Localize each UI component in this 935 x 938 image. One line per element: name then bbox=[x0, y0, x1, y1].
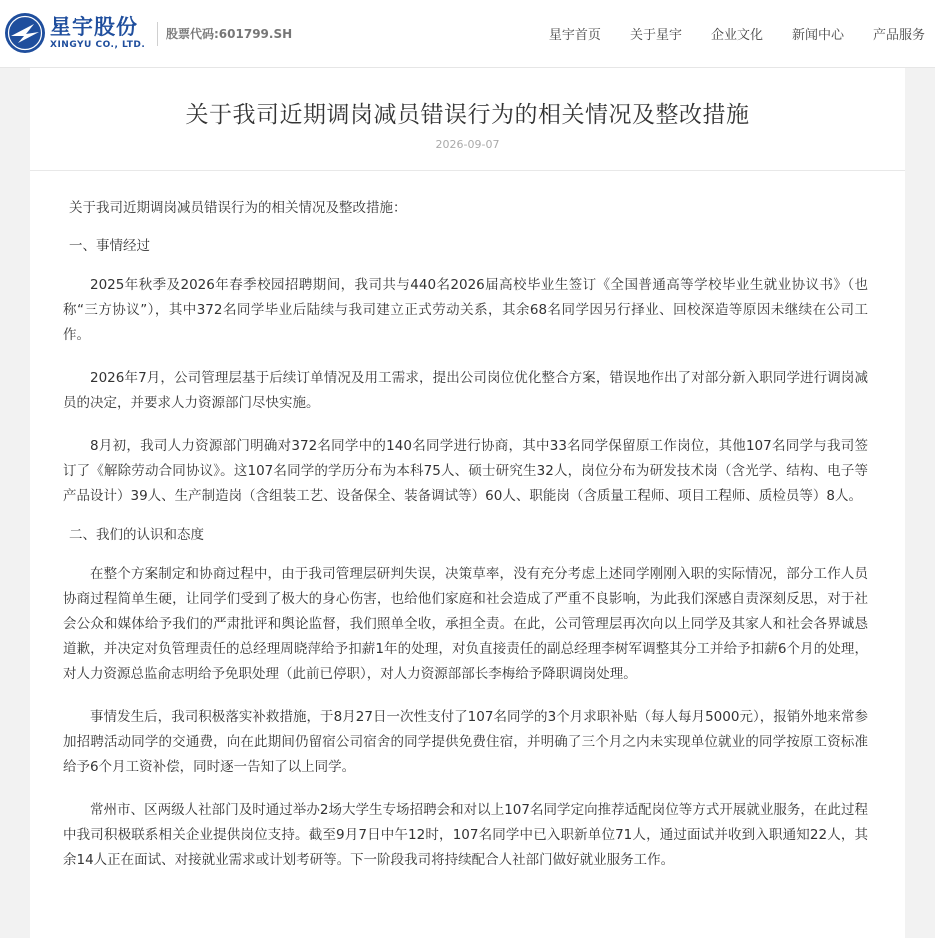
logo-text bbox=[50, 15, 145, 51]
article-body bbox=[63, 196, 868, 891]
main-nav bbox=[549, 24, 925, 43]
paragraph-4: 在整个方案制定和协商过程中，由于我司管理层研判失误，决策草率，没有充分考虑上述同学刚刚入职的实际情况，部分工作人员协商过程简单生硬，让同学们受到了极大的身心伤害，也给他们家庭和社会造成了严重不良影响，为此我们深感自责深刻反思，对于社会公众和媒体给予我们的严肃批评和舆论监督，我们照单全收，承担全责。在此，公司管理层再次向以上同学及其家人和社会各界诚恳道歉，并决定对负管理责任的总经理周晓萍给予扣薪1年的处理，对负直接责任的副总经理李树军调整其分工并给予扣薪6个月的处理，对人力资源总监俞志明给予免职处理（此前已停职），对人力资源部部长李梅给予降职调岗处理。 bbox=[63, 566, 868, 682]
article-title: 关于我司近期调岗减员错误行为的相关情况及整改措施 bbox=[185, 102, 750, 128]
nav-culture[interactable]: 企业文化 bbox=[710, 28, 763, 43]
stock-code: 股票代码:601799.SH bbox=[166, 27, 293, 41]
article-date: 2026-09-07 bbox=[435, 138, 500, 151]
nav-about[interactable]: 关于星宇 bbox=[629, 28, 682, 43]
logo-english-name: XINGYU CO., LTD. bbox=[50, 40, 146, 50]
paragraph-2: 2026年7月，公司管理层基于后续订单情况及用工需求，提出公司岗位优化整合方案，错误地作出了对部分新入职同学进行调岗减员的决定，并要求人力资源部门尽快实施。 bbox=[63, 370, 868, 411]
nav-news[interactable]: 新闻中心 bbox=[791, 28, 844, 43]
section-heading-1: 一、事情经过 bbox=[69, 238, 150, 254]
paragraph-5: 事情发生后，我司积极落实补救措施，于8月27日一次性支付了107名同学的3个月求职补贴（每人每月5000元），报销外地来常参加招聘活动同学的交通费，向在此期间仍留宿公司宿舍的同学提供免费住宿，并明确了三个月之内未实现单位就业的同学按原工资标准给予6个月工资补偿，同时逐一告知了以上同学。 bbox=[63, 709, 868, 775]
site-header bbox=[0, 0, 935, 68]
article-lead: 关于我司近期调岗减员错误行为的相关情况及整改措施： bbox=[69, 200, 407, 216]
header-divider bbox=[157, 22, 158, 46]
nav-home[interactable]: 星宇首页 bbox=[548, 28, 601, 43]
paragraph-3: 8月初，我司人力资源部门明确对372名同学中的140名同学进行协商，其中33名同学保留原工作岗位，其他107名同学与我司签订了《解除劳动合同协议》。这107名同学的学历分布为本科75人、硕士研究生32人，岗位分布为研发技术岗（含光学、结构、电子等产品设计）39人、生产制造岗（含组装工艺、设备保全、装备调试等）60人、职能岗（含质量工程师、项目工程师、质检员等）8人。 bbox=[63, 438, 868, 504]
xingyu-logo-icon bbox=[4, 12, 46, 54]
article-container bbox=[30, 68, 905, 938]
logo-chinese-name: 星宇股份 bbox=[50, 15, 138, 39]
paragraph-6: 常州市、区两级人社部门及时通过举办2场大学生专场招聘会和对以上107名同学定向推荐适配岗位等方式开展就业服务，在此过程中我司积极联系相关企业提供岗位支持。截至9月7日中午12时，107名同学中已入职新单位71人，通过面试并收到入职通知22人，其余14人正在面试、对接就业需求或计划考研等。下一阶段我司将持续配合人社部门做好就业服务工作。 bbox=[63, 802, 868, 868]
section-heading-2: 二、我们的认识和态度 bbox=[69, 527, 204, 543]
title-divider bbox=[30, 170, 905, 171]
company-logo[interactable] bbox=[4, 10, 154, 56]
nav-products[interactable]: 产品服务 bbox=[872, 28, 925, 43]
paragraph-1: 2025年秋季及2026年春季校园招聘期间，我司共与440名2026届高校毕业生签订《全国普通高等学校毕业生就业协议书》（也称“三方协议”），其中372名同学毕业后陆续与我司建立正式劳动关系，其余68名同学因另行择业、回校深造等原因未继续在公司工作。 bbox=[63, 277, 868, 343]
